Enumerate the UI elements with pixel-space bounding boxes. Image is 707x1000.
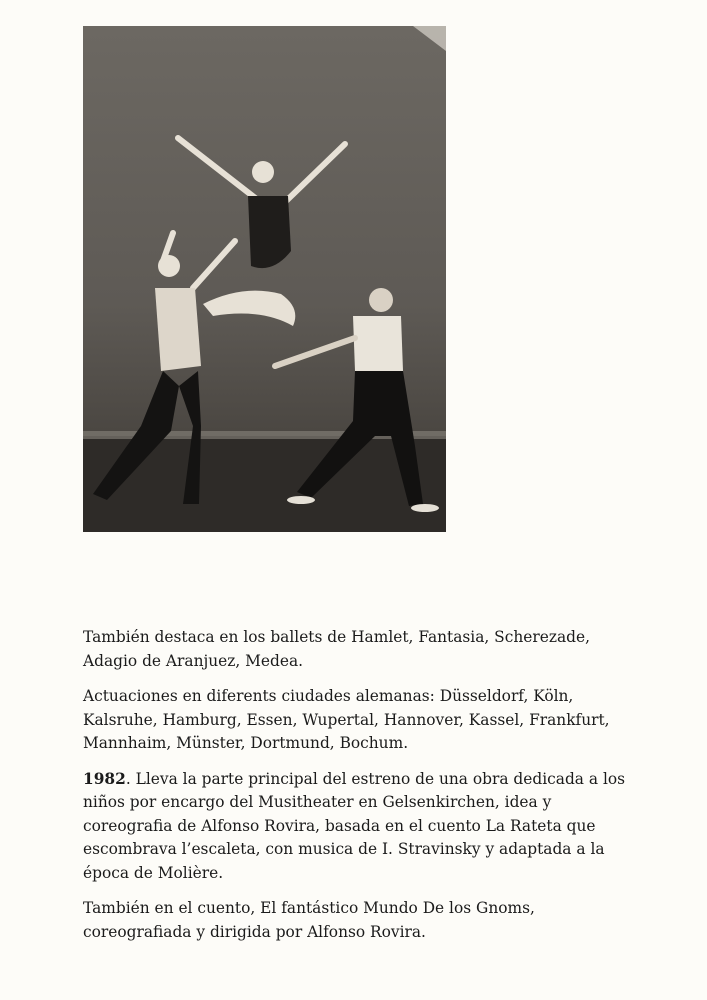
paragraph-1982-text: . Lleva la parte principal del estreno de una obra dedicada a los niños por encargo del Musitheater en Gelsenkirchen, idea y coreografia de Alfonso Rovira, basada en el cuento La Rateta que escombrava l’escaleta, con musica de I. Stravinsky y adaptada a la época de Molière. xyxy=(83,769,626,882)
year-1982-bold: 1982 xyxy=(83,769,126,788)
paragraph-cities xyxy=(83,685,673,756)
paragraph-ballets-text: También destaca en los ballets de Hamlet, Fantasia, Scherezade, Adagio de Aranjuez, Medea. xyxy=(83,628,590,670)
paragraph-gnoms xyxy=(83,897,673,944)
paragraph-gnoms-text: También en el cuento, El fantástico Mundo De los Gnoms, coreografiada y dirigida por Alfonso Rovira. xyxy=(83,899,535,941)
paragraph-ballets xyxy=(83,626,673,673)
photo-ballet-icon xyxy=(83,26,446,532)
paragraph-cities-text: Actuaciones en diferents ciudades alemanas: Düsseldorf, Köln, Kalsruhe, Hamburg, Essen, Wupertal, Hannover, Kassel, Frankfurt, Mannhaim, Münster, Dortmund, Bochum. xyxy=(83,687,610,752)
article-text xyxy=(83,626,673,956)
ballet-photograph xyxy=(83,26,446,532)
paragraph-1982 xyxy=(83,768,673,886)
